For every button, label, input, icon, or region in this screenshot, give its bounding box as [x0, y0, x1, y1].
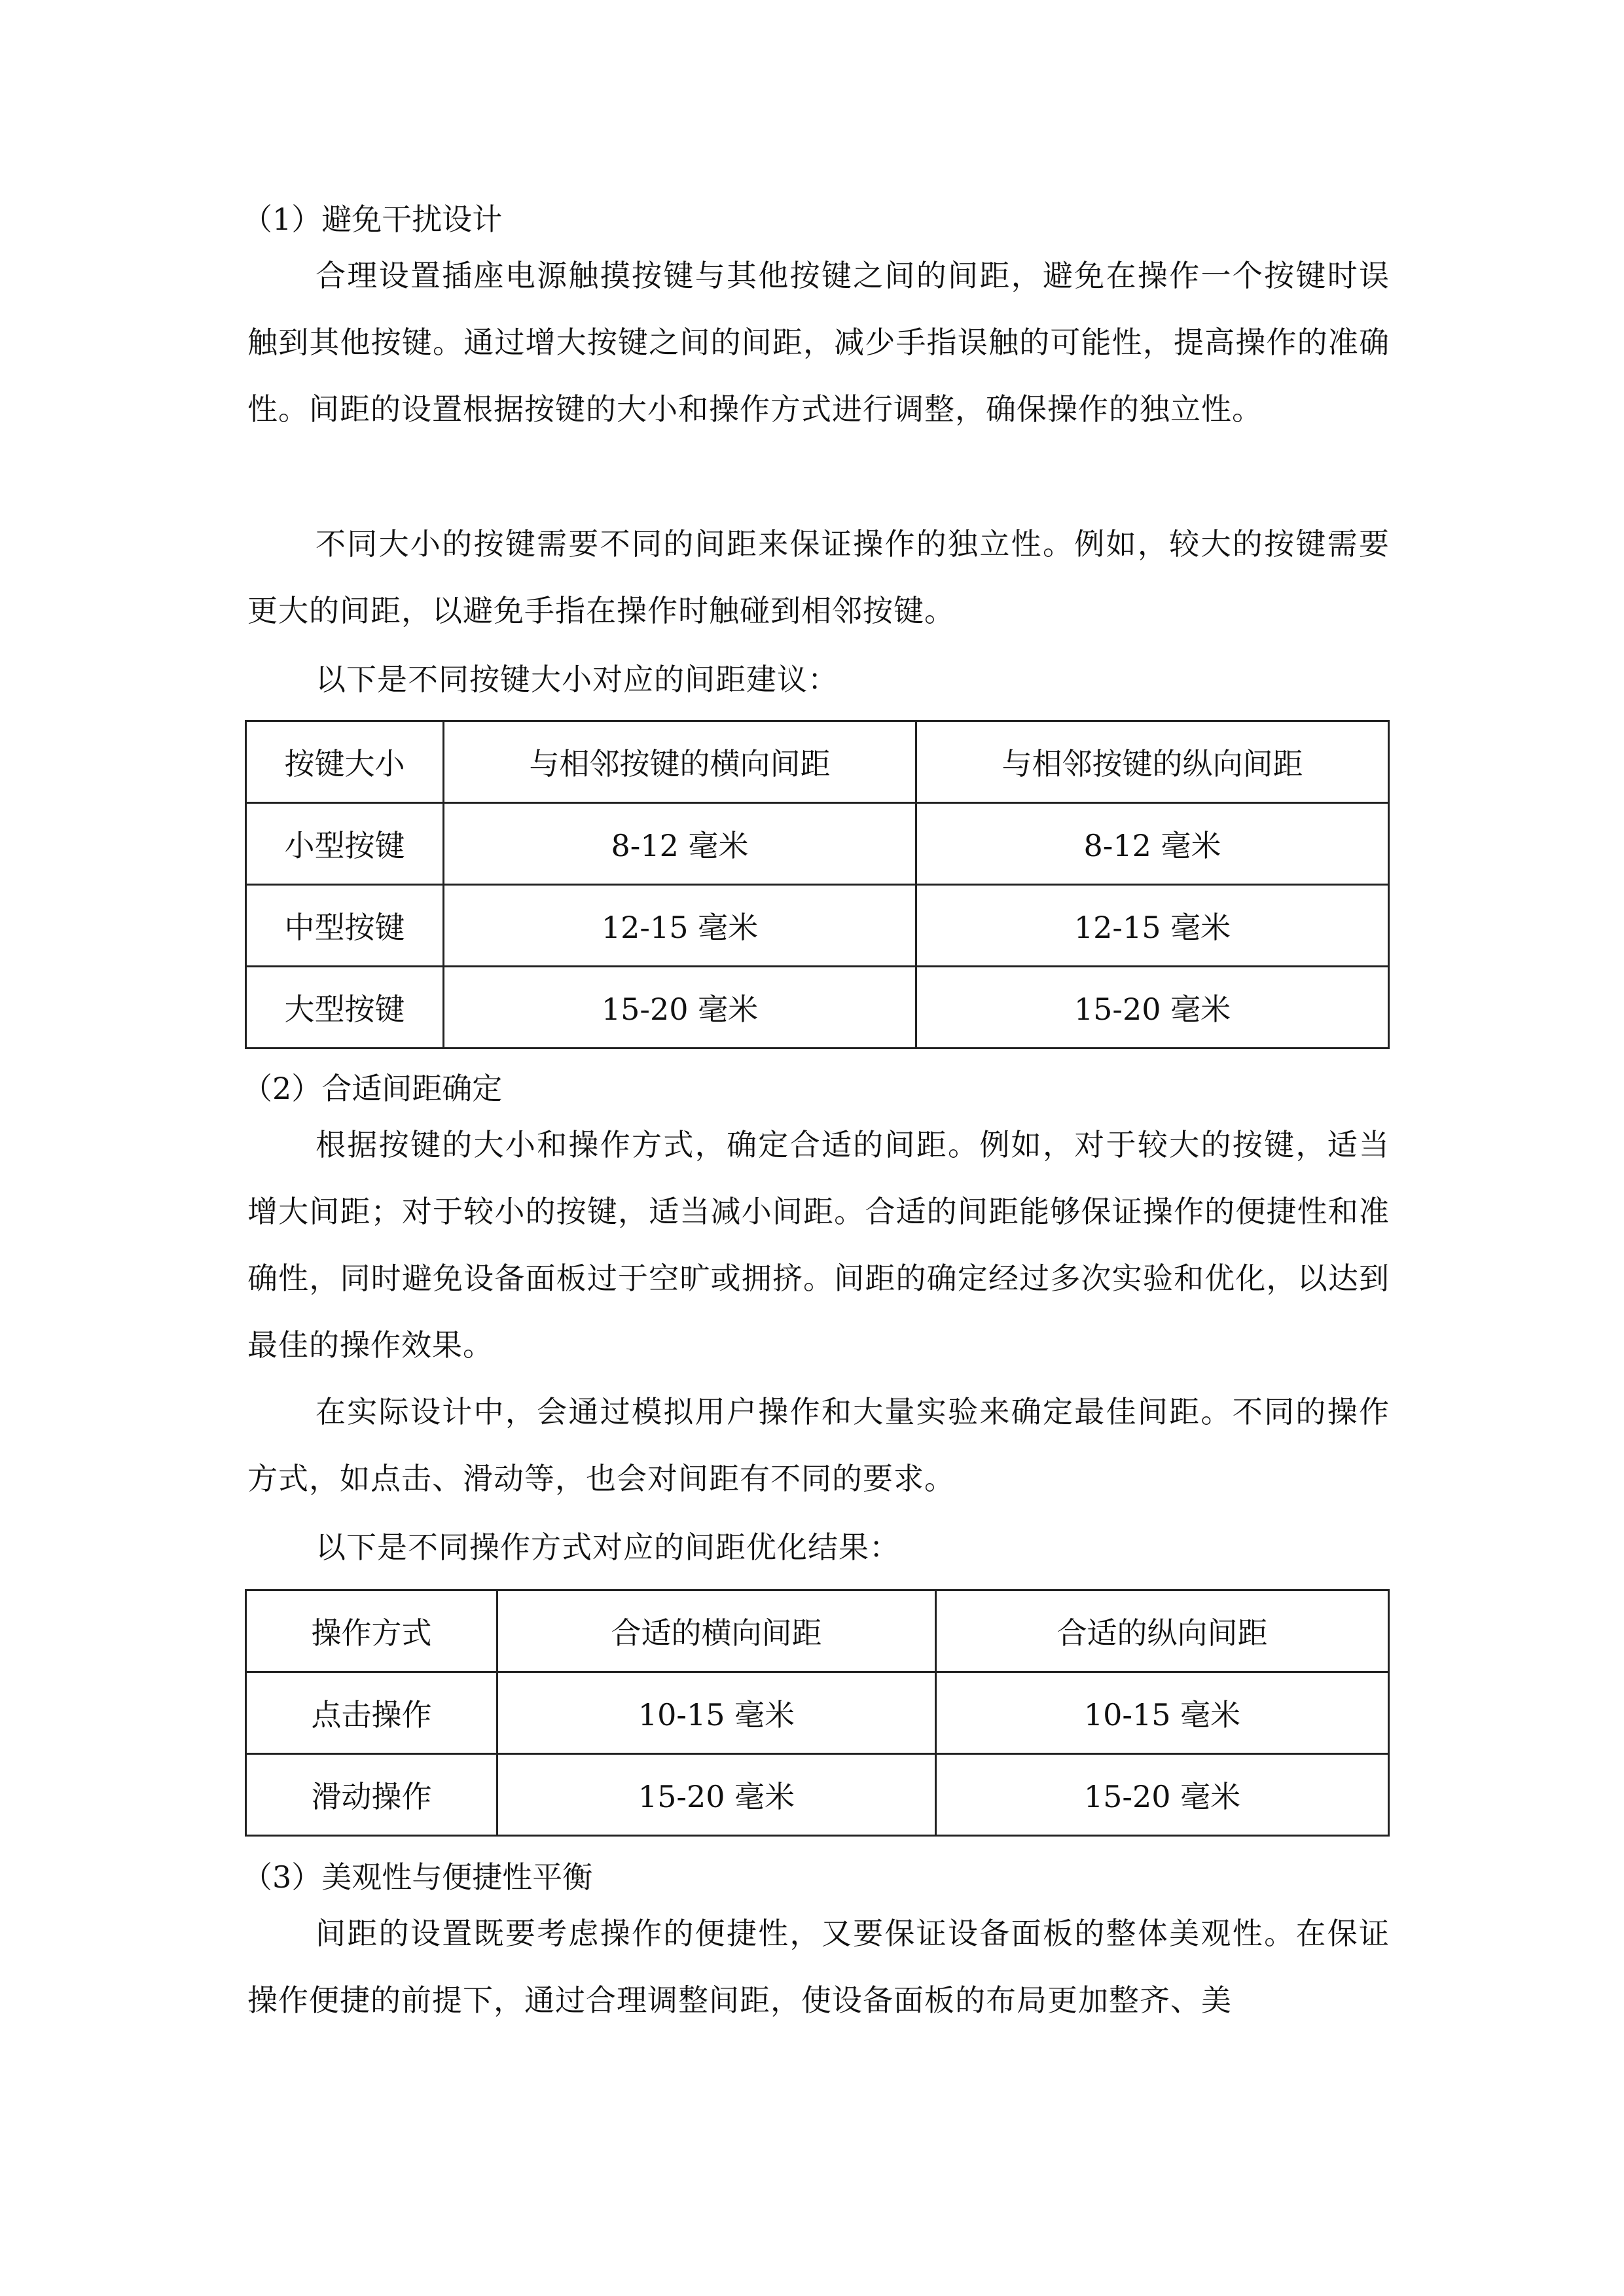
key-size-spacing-table [245, 720, 1390, 1049]
table-row [246, 967, 1389, 1049]
table-header-cell: 与相邻按键的纵向间距 [916, 721, 1389, 803]
table-intro-2: 以下是不同操作方式对应的间距优化结果： [316, 1530, 900, 1565]
table-cell: 15-20 毫米 [444, 967, 916, 1049]
paragraph-3-1: 间距的设置既要考虑操作的便捷性，又要保证设备面板的整体美观性。在保证操作便捷的前提下，通过合理调整间距，使设备面板的布局更加整齐、美 [247, 1916, 1390, 2018]
table-cell: 点击操作 [246, 1672, 497, 1754]
section-heading-3: （3）美观性与便捷性平衡 [242, 1859, 593, 1895]
table-cell: 小型按键 [246, 803, 444, 885]
table-cell: 12-15 毫米 [444, 885, 916, 967]
table-header-row [246, 1590, 1389, 1672]
table-header-cell: 按键大小 [246, 721, 444, 803]
table-row [246, 885, 1389, 967]
table-row [246, 1754, 1389, 1836]
section-heading-2: （2）合适间距确定 [242, 1071, 503, 1106]
table-cell: 15-20 毫米 [916, 967, 1389, 1049]
table-cell: 8-12 毫米 [916, 803, 1389, 885]
paragraph-2-2: 在实际设计中，会通过模拟用户操作和大量实验来确定最佳间距。不同的操作方式，如点击、滑动等，也会对间距有不同的要求。 [247, 1394, 1390, 1496]
table-cell: 中型按键 [246, 885, 444, 967]
table-header-cell: 合适的纵向间距 [936, 1590, 1389, 1672]
table-header-cell: 与相邻按键的横向间距 [444, 721, 916, 803]
table-row [246, 1672, 1389, 1754]
table-row [246, 803, 1389, 885]
table-cell: 15-20 毫米 [936, 1754, 1389, 1836]
table-cell: 15-20 毫米 [497, 1754, 936, 1836]
table-cell: 12-15 毫米 [916, 885, 1389, 967]
table-header-cell: 合适的横向间距 [497, 1590, 936, 1672]
paragraph-1-2: 不同大小的按键需要不同的间距来保证操作的独立性。例如，较大的按键需要更大的间距，以避免手指在操作时触碰到相邻按键。 [247, 526, 1390, 628]
table-intro-1: 以下是不同按键大小对应的间距建议： [316, 662, 839, 697]
section-heading-1: （1）避免干扰设计 [242, 202, 503, 237]
table-cell: 10-15 毫米 [497, 1672, 936, 1754]
table-cell: 8-12 毫米 [444, 803, 916, 885]
table-cell: 10-15 毫米 [936, 1672, 1389, 1754]
table-header-row [246, 721, 1389, 803]
paragraph-1-1: 合理设置插座电源触摸按键与其他按键之间的间距，避免在操作一个按键时误触到其他按键。通过增大按键之间的间距，减少手指误触的可能性，提高操作的准确性。间距的设置根据按键的大小和操作方式进行调整，确保操作的独立性。 [247, 258, 1390, 427]
operation-spacing-table [245, 1589, 1390, 1837]
paragraph-2-1: 根据按键的大小和操作方式，确定合适的间距。例如，对于较大的按键，适当增大间距；对于较小的按键，适当减小间距。合适的间距能够保证操作的便捷性和准确性，同时避免设备面板过于空旷或拥挤。间距的确定经过多次实验和优化，以达到最佳的操作效果。 [247, 1127, 1390, 1363]
table-cell: 大型按键 [246, 967, 444, 1049]
table-cell: 滑动操作 [246, 1754, 497, 1836]
table-header-cell: 操作方式 [246, 1590, 497, 1672]
